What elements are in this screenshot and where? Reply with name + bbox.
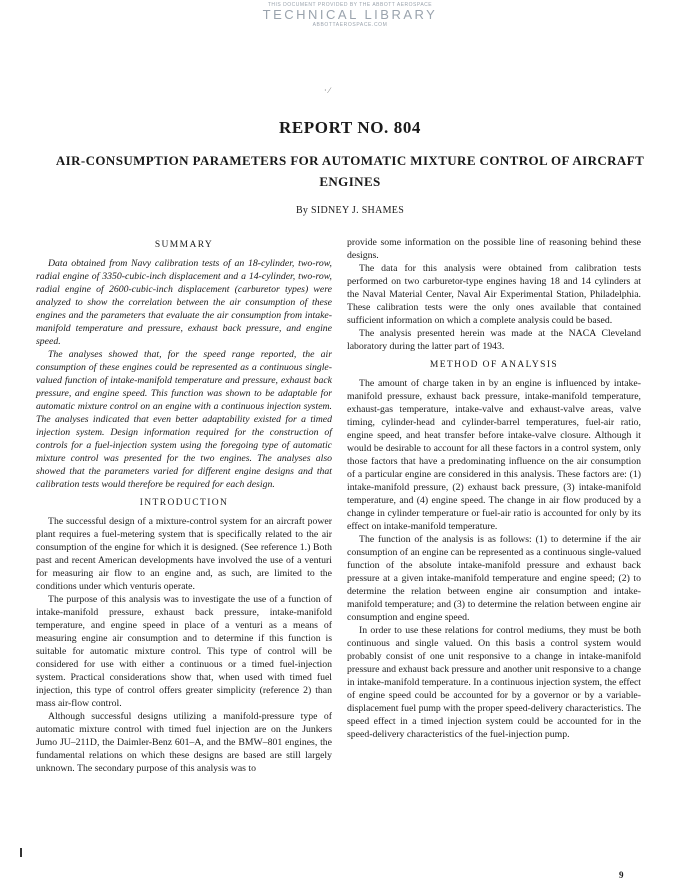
author-line: By SIDNEY J. SHAMES bbox=[295, 205, 405, 216]
margin-mark bbox=[20, 848, 22, 857]
body-paragraph: The analysis presented herein was made at the NACA Cleveland laboratory during the latter part of 1943. bbox=[347, 328, 641, 352]
method-paragraph: In order to use these relations for control mediums, they must be both continuous and single valued. On this basis a control system would probably consist of one unit responsive to a change in intake-manifold pressure and exhaust back pressure and another unit responsive to a change in intake-manifold temperature. In a continuous injection system, the effect of engine speed could be accounted for by a governor or by a variable-displacement fuel pump with the proper speed-delivery characteristics. The speed effect in a timed injection system could be accounted for in the speed-delivery characteristics of the fuel-injection pump. bbox=[347, 625, 641, 740]
stray-mark: · ⁄ bbox=[324, 86, 330, 95]
watermark-line-3: ABBOTTAEROSPACE.COM bbox=[312, 22, 388, 28]
report-number: REPORT NO. 804 bbox=[278, 118, 422, 137]
introduction-paragraph: The successful design of a mixture-control system for an aircraft power plant requires a fuel-metering system that is specifically related to the air consumption of the engine for which it is designed. (See reference 1.) Both past and recent American developments have involved the use of a venturi for measuring air flow to an engine and, as such, are limited to the conditions under which venturis operate. bbox=[36, 516, 332, 592]
introduction-heading: INTRODUCTION bbox=[139, 498, 229, 508]
summary-paragraph: The analyses showed that, for the speed range reported, the air consumption of these engines could be represented as a continuous single-valued function of intake-manifold temperature and pressure, exhaust back pressure, and engine speed. This function was shown to be adaptable for automatic mixture control on an engine with a continuous injection system. The analyses indicated that even better adaptability existed for a timed injection system. Design information required for the construction of controls for a fuel-injection system using the foregoing type of automatic mixture control was presented for the two engines. The analyses also showed that the parameters varied for different engine designs and that calibration tests would therefore be required for each design. bbox=[36, 349, 332, 490]
library-watermark bbox=[0, 2, 700, 28]
summary-heading: SUMMARY bbox=[154, 240, 214, 250]
method-paragraph: The function of the analysis is as follows: (1) to determine if the air consumption of an engine can be represented as a continuous single-valued function of the absolute intake-manifold pressure and exhaust back pressure at a given intake-manifold temperature and engine speed; (2) to determine the relation between engine air consumption and intake-manifold temperature; and (3) to determine the relation between engine air consumption and engine speed. bbox=[347, 534, 641, 623]
introduction-paragraph: Although successful designs utilizing a manifold-pressure type of automatic mixture control with timed fuel injection are on the Junkers Jumo JU–211D, the Daimler-Benz 601–A, and the BMW–801 engines, the fundamental relations on which these designs are based are still largely unknown. The secondary purpose of this analysis was to bbox=[36, 711, 332, 774]
page-number: 9 bbox=[619, 870, 624, 880]
watermark-line-1: THIS DOCUMENT PROVIDED BY THE ABBOTT AEROSPACE bbox=[267, 2, 433, 8]
introduction-paragraph: The purpose of this analysis was to investigate the use of a function of intake-manifold pressure, exhaust back pressure, intake-manifold temperature, and engine speed in place of a venturi as a means of measuring engine air consumption and to determine if this function is suitable for automatic mixture control. This type of control will be considered for use with either a continuous or a timed fuel-injection system. Practical considerations show that, when used with timed fuel injection, this type of control offers greater simplicity (reference 2) than mass air-flow control. bbox=[36, 594, 332, 709]
summary-paragraph: Data obtained from Navy calibration tests of an 18-cylinder, two-row, radial engine of 3350-cubic-inch displacement and a 14-cylinder, two-row, radial engine of 2600-cubic-inch displacement (carburetor types) were analyzed to show the correlation between the air consumption of these engines and the parameters that evaluate the air consumption from intake-manifold temperature and pressure, exhaust back pressure, and engine speed. bbox=[36, 258, 332, 347]
method-heading: METHOD OF ANALYSIS bbox=[429, 360, 559, 370]
paper-title: AIR-CONSUMPTION PARAMETERS FOR AUTOMATIC MIXTURE CONTROL OF AIRCRAFT ENGINES bbox=[55, 153, 645, 189]
method-paragraph: The amount of charge taken in by an engine is influenced by intake-manifold pressure, exhaust back pressure, intake-manifold temperature, exhaust-gas temperature, intake-valve and exhaust-valve areas, valve timing, cylinder-head and cylinder-barrel temperatures, fuel-air ratio, engine speed, and heat transfer before intake-valve closure. Although it would be desirable to account for all these factors in a control system, only those factors that have a predominating influence on the air consumption of a particular engine are considered in this analysis. These factors are: (1) intake-manifold pressure, (2) exhaust back pressure, (3) intake-manifold temperature, and (4) engine speed. The change in air flow produced by a change in cylinder temperature or fuel-air ratio is accounted for only by its effect on intake-manifold temperature. bbox=[347, 378, 641, 532]
body-paragraph: The data for this analysis were obtained from calibration tests performed on two carburetor-type engines having 18 and 14 cylinders at the Naval Material Center, Naval Air Experimental Station, Philadelphia. These calibration tests were the only ones available that contained sufficient information on which a complete analysis could be based. bbox=[347, 263, 641, 326]
continuation-paragraph: provide some information on the possible line of reasoning behind these designs. bbox=[347, 237, 641, 261]
left-column bbox=[36, 236, 332, 775]
watermark-line-2: TECHNICAL LIBRARY bbox=[262, 7, 438, 22]
right-column bbox=[347, 236, 641, 741]
